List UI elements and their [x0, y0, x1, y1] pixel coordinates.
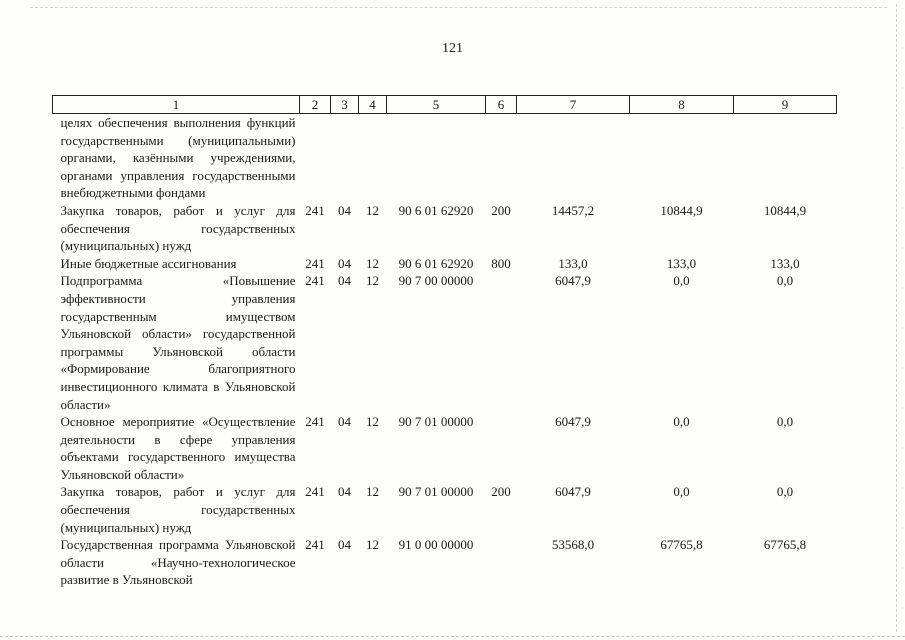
col-7-cell: 53568,0	[551, 537, 595, 553]
col-7-cell: 6047,9	[555, 273, 591, 289]
col-4-cell: 12	[366, 273, 379, 289]
table-row	[53, 483, 837, 536]
table-header	[53, 96, 837, 114]
scan-edge-top	[30, 7, 887, 8]
table-row	[53, 413, 837, 483]
col-3-cell	[331, 114, 359, 202]
header-col-6: 6	[486, 96, 517, 114]
row-name: Иные бюджетные ассигнования	[60, 255, 237, 271]
row-name: Государственная программа Ульяновской области «Научно-технологическое развитие в Ульяновской	[60, 537, 296, 588]
col-7-cell: 6047,9	[555, 484, 591, 500]
col-8-cell: 0,0	[673, 484, 690, 500]
col-6-cell	[486, 536, 517, 589]
col-8-cell: 0,0	[673, 414, 690, 430]
col-2-cell: 241	[305, 484, 325, 500]
col-4-cell	[359, 114, 387, 202]
table-body	[53, 114, 837, 590]
col-5-cell: 90 6 01 62920	[398, 255, 474, 271]
col-8-cell: 10844,9	[660, 202, 703, 218]
col-3-cell: 04	[338, 484, 351, 500]
col-4-cell: 12	[366, 484, 379, 500]
row-name: Закупка товаров, работ и услуг для обеспечения государственных (муниципальных) нужд	[60, 484, 296, 535]
col-9-cell: 0,0	[776, 414, 794, 430]
col-3-cell: 04	[338, 202, 351, 218]
col-3-cell: 04	[338, 273, 351, 289]
col-6-cell	[486, 413, 517, 483]
col-2-cell: 241	[305, 537, 325, 553]
col-6-cell	[486, 114, 517, 202]
header-col-4: 4	[359, 96, 387, 114]
header-col-9: 9	[734, 96, 837, 114]
col-5-cell: 90 7 00 00000	[398, 273, 474, 289]
col-4-cell: 12	[366, 255, 379, 271]
col-5-cell: 90 7 01 00000	[398, 414, 474, 430]
col-3-cell: 04	[338, 414, 351, 430]
col-9-cell: 67765,8	[763, 537, 807, 553]
col-4-cell: 12	[366, 537, 379, 553]
col-4-cell: 12	[366, 414, 379, 430]
col-7-cell	[517, 114, 630, 202]
col-8-cell: 133,0	[666, 255, 697, 271]
col-7-cell: 14457,2	[551, 202, 595, 218]
header-row	[53, 96, 837, 114]
header-col-3: 3	[331, 96, 359, 114]
col-6-cell: 200	[491, 202, 511, 218]
col-8-cell	[630, 114, 734, 202]
col-5-cell: 91 0 00 00000	[398, 537, 474, 553]
col-2-cell: 241	[305, 255, 325, 271]
row-name: Основное мероприятие «Осуществление деятельности в сфере управления объектами государственного имущества Ульяновской области»	[60, 414, 296, 482]
col-5-cell: 90 6 01 62920	[398, 202, 474, 218]
col-6-cell: 800	[491, 255, 511, 271]
col-3-cell: 04	[338, 537, 351, 553]
scan-edge-right	[896, 4, 897, 632]
col-8-cell: 0,0	[673, 273, 690, 289]
table-row	[53, 202, 837, 255]
header-col-5: 5	[387, 96, 486, 114]
table-row	[53, 114, 837, 202]
page-number: 121	[442, 41, 463, 56]
table-row	[53, 536, 837, 589]
col-6-cell: 200	[491, 484, 511, 500]
col-3-cell: 04	[338, 255, 351, 271]
row-name: Подпрограмма «Повышение эффективности управления государственным имуществом Ульяновской области» государственной программы Ульяновской области «Формирование благоприятного инвестиционного климата в Ульяновской области»	[60, 273, 296, 412]
col-2-cell: 241	[305, 202, 325, 218]
scan-edge-bottom	[0, 636, 905, 637]
table-row	[53, 255, 837, 273]
col-4-cell: 12	[366, 202, 379, 218]
col-2-cell: 241	[305, 414, 325, 430]
col-2-cell	[300, 114, 331, 202]
header-col-7: 7	[517, 96, 630, 114]
table-row	[53, 272, 837, 413]
budget-table	[52, 95, 837, 589]
col-9-cell: 0,0	[776, 273, 794, 289]
col-5-cell	[387, 114, 486, 202]
row-name: целях обеспечения выполнения функций государственными (муниципальными) органами, казёнными учреждениями, органами управления государственными внебюджетными фондами	[60, 115, 296, 201]
col-9-cell: 0,0	[776, 484, 794, 500]
col-9-cell: 133,0	[770, 255, 800, 271]
col-8-cell: 67765,8	[660, 537, 703, 553]
col-5-cell: 90 7 01 00000	[398, 484, 474, 500]
col-7-cell: 6047,9	[555, 414, 591, 430]
header-col-2: 2	[300, 96, 331, 114]
col-6-cell	[486, 272, 517, 413]
col-2-cell: 241	[305, 273, 325, 289]
header-col-8: 8	[630, 96, 734, 114]
row-name: Закупка товаров, работ и услуг для обеспечения государственных (муниципальных) нужд	[60, 202, 296, 254]
col-9-cell	[734, 114, 837, 202]
header-col-1: 1	[53, 96, 300, 114]
col-7-cell: 133,0	[558, 255, 588, 271]
col-9-cell: 10844,9	[763, 202, 807, 218]
